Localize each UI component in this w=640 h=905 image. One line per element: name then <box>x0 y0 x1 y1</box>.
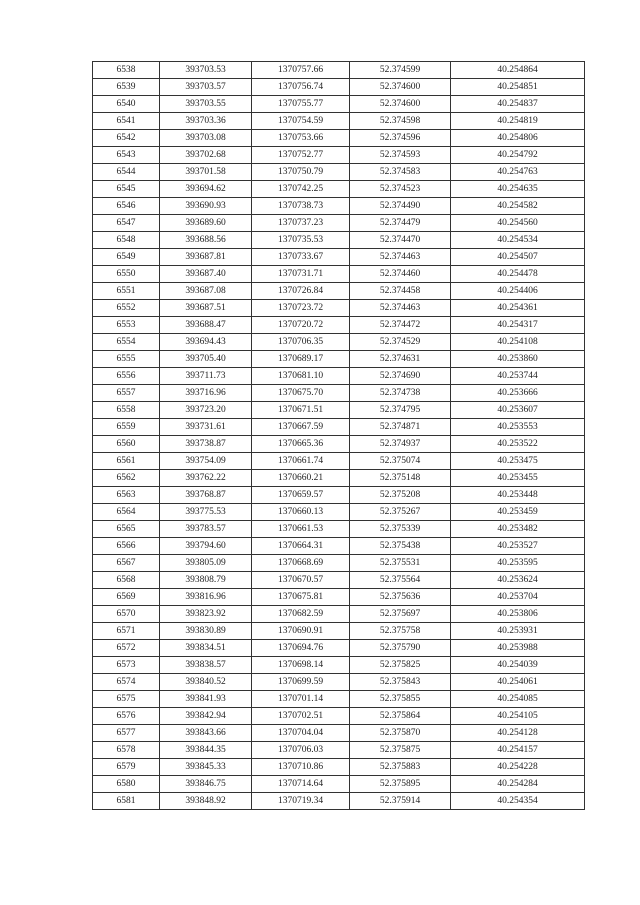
point-number-cell: 6541 <box>93 113 160 130</box>
latitude-cell: 52.374690 <box>350 368 451 385</box>
point-number-cell: 6547 <box>93 215 160 232</box>
table-row <box>93 589 585 606</box>
longitude-cell: 40.254317 <box>451 317 585 334</box>
table-row <box>93 759 585 776</box>
latitude-cell: 52.375564 <box>350 572 451 589</box>
y-coordinate-cell: 1370720.72 <box>252 317 350 334</box>
y-coordinate-cell: 1370731.71 <box>252 266 350 283</box>
point-number-cell: 6578 <box>93 742 160 759</box>
table-row <box>93 79 585 96</box>
table-row <box>93 351 585 368</box>
y-coordinate-cell: 1370694.76 <box>252 640 350 657</box>
table-row <box>93 96 585 113</box>
point-number-cell: 6564 <box>93 504 160 521</box>
x-coordinate-cell: 393738.87 <box>160 436 252 453</box>
latitude-cell: 52.374470 <box>350 232 451 249</box>
point-number-cell: 6577 <box>93 725 160 742</box>
table-row <box>93 402 585 419</box>
y-coordinate-cell: 1370710.86 <box>252 759 350 776</box>
point-number-cell: 6565 <box>93 521 160 538</box>
table-row <box>93 742 585 759</box>
y-coordinate-cell: 1370737.23 <box>252 215 350 232</box>
point-number-cell: 6546 <box>93 198 160 215</box>
latitude-cell: 52.374795 <box>350 402 451 419</box>
x-coordinate-cell: 393703.53 <box>160 62 252 79</box>
table-row <box>93 385 585 402</box>
point-number-cell: 6552 <box>93 300 160 317</box>
table-row <box>93 62 585 79</box>
y-coordinate-cell: 1370670.57 <box>252 572 350 589</box>
latitude-cell: 52.375074 <box>350 453 451 470</box>
longitude-cell: 40.253482 <box>451 521 585 538</box>
y-coordinate-cell: 1370757.66 <box>252 62 350 79</box>
x-coordinate-cell: 393808.79 <box>160 572 252 589</box>
point-number-cell: 6549 <box>93 249 160 266</box>
table-row <box>93 147 585 164</box>
longitude-cell: 40.254819 <box>451 113 585 130</box>
y-coordinate-cell: 1370738.73 <box>252 198 350 215</box>
y-coordinate-cell: 1370665.36 <box>252 436 350 453</box>
longitude-cell: 40.254507 <box>451 249 585 266</box>
point-number-cell: 6570 <box>93 606 160 623</box>
latitude-cell: 52.374599 <box>350 62 451 79</box>
latitude-cell: 52.375758 <box>350 623 451 640</box>
latitude-cell: 52.375855 <box>350 691 451 708</box>
latitude-cell: 52.375267 <box>350 504 451 521</box>
latitude-cell: 52.374479 <box>350 215 451 232</box>
y-coordinate-cell: 1370702.51 <box>252 708 350 725</box>
x-coordinate-cell: 393838.57 <box>160 657 252 674</box>
y-coordinate-cell: 1370735.53 <box>252 232 350 249</box>
latitude-cell: 52.374490 <box>350 198 451 215</box>
latitude-cell: 52.374472 <box>350 317 451 334</box>
table-row <box>93 555 585 572</box>
y-coordinate-cell: 1370701.14 <box>252 691 350 708</box>
longitude-cell: 40.254837 <box>451 96 585 113</box>
table-row <box>93 776 585 793</box>
latitude-cell: 52.374600 <box>350 79 451 96</box>
latitude-cell: 52.375636 <box>350 589 451 606</box>
point-number-cell: 6545 <box>93 181 160 198</box>
x-coordinate-cell: 393731.61 <box>160 419 252 436</box>
longitude-cell: 40.254108 <box>451 334 585 351</box>
y-coordinate-cell: 1370754.59 <box>252 113 350 130</box>
table-row <box>93 334 585 351</box>
table-row <box>93 419 585 436</box>
latitude-cell: 52.374463 <box>350 300 451 317</box>
y-coordinate-cell: 1370706.35 <box>252 334 350 351</box>
point-number-cell: 6548 <box>93 232 160 249</box>
latitude-cell: 52.374871 <box>350 419 451 436</box>
y-coordinate-cell: 1370675.70 <box>252 385 350 402</box>
y-coordinate-cell: 1370719.34 <box>252 793 350 810</box>
x-coordinate-cell: 393805.09 <box>160 555 252 572</box>
x-coordinate-cell: 393841.93 <box>160 691 252 708</box>
table-row <box>93 249 585 266</box>
x-coordinate-cell: 393687.40 <box>160 266 252 283</box>
x-coordinate-cell: 393845.33 <box>160 759 252 776</box>
y-coordinate-cell: 1370668.69 <box>252 555 350 572</box>
latitude-cell: 52.375825 <box>350 657 451 674</box>
point-number-cell: 6568 <box>93 572 160 589</box>
table-row <box>93 725 585 742</box>
y-coordinate-cell: 1370681.10 <box>252 368 350 385</box>
latitude-cell: 52.374738 <box>350 385 451 402</box>
y-coordinate-cell: 1370661.74 <box>252 453 350 470</box>
longitude-cell: 40.254039 <box>451 657 585 674</box>
point-number-cell: 6580 <box>93 776 160 793</box>
table-row <box>93 572 585 589</box>
longitude-cell: 40.254406 <box>451 283 585 300</box>
table-row <box>93 504 585 521</box>
point-number-cell: 6566 <box>93 538 160 555</box>
longitude-cell: 40.254864 <box>451 62 585 79</box>
longitude-cell: 40.254085 <box>451 691 585 708</box>
point-number-cell: 6559 <box>93 419 160 436</box>
table-row <box>93 538 585 555</box>
x-coordinate-cell: 393842.94 <box>160 708 252 725</box>
point-number-cell: 6539 <box>93 79 160 96</box>
y-coordinate-cell: 1370755.77 <box>252 96 350 113</box>
y-coordinate-cell: 1370706.03 <box>252 742 350 759</box>
table-row <box>93 640 585 657</box>
table-row <box>93 521 585 538</box>
latitude-cell: 52.374583 <box>350 164 451 181</box>
x-coordinate-cell: 393843.66 <box>160 725 252 742</box>
point-number-cell: 6579 <box>93 759 160 776</box>
point-number-cell: 6542 <box>93 130 160 147</box>
longitude-cell: 40.254061 <box>451 674 585 691</box>
longitude-cell: 40.253931 <box>451 623 585 640</box>
latitude-cell: 52.374458 <box>350 283 451 300</box>
table-row <box>93 368 585 385</box>
y-coordinate-cell: 1370661.53 <box>252 521 350 538</box>
y-coordinate-cell: 1370733.67 <box>252 249 350 266</box>
table-row <box>93 487 585 504</box>
point-number-cell: 6571 <box>93 623 160 640</box>
latitude-cell: 52.375883 <box>350 759 451 776</box>
y-coordinate-cell: 1370756.74 <box>252 79 350 96</box>
longitude-cell: 40.254478 <box>451 266 585 283</box>
latitude-cell: 52.375208 <box>350 487 451 504</box>
table-row <box>93 470 585 487</box>
table-row <box>93 283 585 300</box>
latitude-cell: 52.375531 <box>350 555 451 572</box>
point-number-cell: 6581 <box>93 793 160 810</box>
latitude-cell: 52.374593 <box>350 147 451 164</box>
x-coordinate-cell: 393687.08 <box>160 283 252 300</box>
point-number-cell: 6561 <box>93 453 160 470</box>
x-coordinate-cell: 393703.08 <box>160 130 252 147</box>
latitude-cell: 52.374460 <box>350 266 451 283</box>
table-row <box>93 436 585 453</box>
x-coordinate-cell: 393703.57 <box>160 79 252 96</box>
table-row <box>93 113 585 130</box>
latitude-cell: 52.374596 <box>350 130 451 147</box>
x-coordinate-cell: 393711.73 <box>160 368 252 385</box>
latitude-cell: 52.374598 <box>350 113 451 130</box>
x-coordinate-cell: 393690.93 <box>160 198 252 215</box>
x-coordinate-cell: 393701.58 <box>160 164 252 181</box>
longitude-cell: 40.254635 <box>451 181 585 198</box>
y-coordinate-cell: 1370659.57 <box>252 487 350 504</box>
latitude-cell: 52.375895 <box>350 776 451 793</box>
latitude-cell: 52.374529 <box>350 334 451 351</box>
y-coordinate-cell: 1370752.77 <box>252 147 350 164</box>
longitude-cell: 40.253448 <box>451 487 585 504</box>
point-number-cell: 6538 <box>93 62 160 79</box>
latitude-cell: 52.374631 <box>350 351 451 368</box>
table-row <box>93 232 585 249</box>
y-coordinate-cell: 1370690.91 <box>252 623 350 640</box>
point-number-cell: 6557 <box>93 385 160 402</box>
longitude-cell: 40.253988 <box>451 640 585 657</box>
table-row <box>93 793 585 810</box>
point-number-cell: 6575 <box>93 691 160 708</box>
x-coordinate-cell: 393689.60 <box>160 215 252 232</box>
table-row <box>93 657 585 674</box>
point-number-cell: 6550 <box>93 266 160 283</box>
x-coordinate-cell: 393830.89 <box>160 623 252 640</box>
table-row <box>93 623 585 640</box>
longitude-cell: 40.253527 <box>451 538 585 555</box>
point-number-cell: 6560 <box>93 436 160 453</box>
y-coordinate-cell: 1370660.13 <box>252 504 350 521</box>
y-coordinate-cell: 1370698.14 <box>252 657 350 674</box>
latitude-cell: 52.375148 <box>350 470 451 487</box>
table-row <box>93 266 585 283</box>
y-coordinate-cell: 1370753.66 <box>252 130 350 147</box>
longitude-cell: 40.253624 <box>451 572 585 589</box>
y-coordinate-cell: 1370675.81 <box>252 589 350 606</box>
latitude-cell: 52.375870 <box>350 725 451 742</box>
point-number-cell: 6558 <box>93 402 160 419</box>
y-coordinate-cell: 1370671.51 <box>252 402 350 419</box>
latitude-cell: 52.374937 <box>350 436 451 453</box>
x-coordinate-cell: 393703.36 <box>160 113 252 130</box>
point-number-cell: 6540 <box>93 96 160 113</box>
longitude-cell: 40.254560 <box>451 215 585 232</box>
point-number-cell: 6544 <box>93 164 160 181</box>
latitude-cell: 52.374600 <box>350 96 451 113</box>
point-number-cell: 6567 <box>93 555 160 572</box>
latitude-cell: 52.374463 <box>350 249 451 266</box>
x-coordinate-cell: 393754.09 <box>160 453 252 470</box>
table-row <box>93 164 585 181</box>
longitude-cell: 40.254582 <box>451 198 585 215</box>
longitude-cell: 40.253455 <box>451 470 585 487</box>
table-row <box>93 674 585 691</box>
longitude-cell: 40.254228 <box>451 759 585 776</box>
x-coordinate-cell: 393840.52 <box>160 674 252 691</box>
longitude-cell: 40.253553 <box>451 419 585 436</box>
longitude-cell: 40.254284 <box>451 776 585 793</box>
x-coordinate-cell: 393702.68 <box>160 147 252 164</box>
x-coordinate-cell: 393694.43 <box>160 334 252 351</box>
table-row <box>93 181 585 198</box>
x-coordinate-cell: 393716.96 <box>160 385 252 402</box>
longitude-cell: 40.253595 <box>451 555 585 572</box>
y-coordinate-cell: 1370699.59 <box>252 674 350 691</box>
x-coordinate-cell: 393723.20 <box>160 402 252 419</box>
longitude-cell: 40.253704 <box>451 589 585 606</box>
longitude-cell: 40.253806 <box>451 606 585 623</box>
latitude-cell: 52.375914 <box>350 793 451 810</box>
x-coordinate-cell: 393848.92 <box>160 793 252 810</box>
x-coordinate-cell: 393688.56 <box>160 232 252 249</box>
x-coordinate-cell: 393705.40 <box>160 351 252 368</box>
longitude-cell: 40.254361 <box>451 300 585 317</box>
latitude-cell: 52.375697 <box>350 606 451 623</box>
latitude-cell: 52.375339 <box>350 521 451 538</box>
x-coordinate-cell: 393768.87 <box>160 487 252 504</box>
table-body <box>93 62 585 810</box>
longitude-cell: 40.253459 <box>451 504 585 521</box>
table-row <box>93 708 585 725</box>
longitude-cell: 40.254792 <box>451 147 585 164</box>
point-number-cell: 6563 <box>93 487 160 504</box>
x-coordinate-cell: 393794.60 <box>160 538 252 555</box>
longitude-cell: 40.254534 <box>451 232 585 249</box>
point-number-cell: 6555 <box>93 351 160 368</box>
x-coordinate-cell: 393844.35 <box>160 742 252 759</box>
table-row <box>93 317 585 334</box>
y-coordinate-cell: 1370704.04 <box>252 725 350 742</box>
x-coordinate-cell: 393694.62 <box>160 181 252 198</box>
x-coordinate-cell: 393834.51 <box>160 640 252 657</box>
y-coordinate-cell: 1370726.84 <box>252 283 350 300</box>
x-coordinate-cell: 393703.55 <box>160 96 252 113</box>
latitude-cell: 52.375790 <box>350 640 451 657</box>
y-coordinate-cell: 1370660.21 <box>252 470 350 487</box>
table-row <box>93 606 585 623</box>
table-row <box>93 215 585 232</box>
y-coordinate-cell: 1370723.72 <box>252 300 350 317</box>
x-coordinate-cell: 393775.53 <box>160 504 252 521</box>
y-coordinate-cell: 1370664.31 <box>252 538 350 555</box>
point-number-cell: 6572 <box>93 640 160 657</box>
longitude-cell: 40.253475 <box>451 453 585 470</box>
x-coordinate-cell: 393816.96 <box>160 589 252 606</box>
x-coordinate-cell: 393687.51 <box>160 300 252 317</box>
longitude-cell: 40.254105 <box>451 708 585 725</box>
x-coordinate-cell: 393783.57 <box>160 521 252 538</box>
x-coordinate-cell: 393846.75 <box>160 776 252 793</box>
point-number-cell: 6569 <box>93 589 160 606</box>
y-coordinate-cell: 1370667.59 <box>252 419 350 436</box>
point-number-cell: 6553 <box>93 317 160 334</box>
latitude-cell: 52.375875 <box>350 742 451 759</box>
longitude-cell: 40.254851 <box>451 79 585 96</box>
coordinates-table <box>92 61 585 810</box>
x-coordinate-cell: 393823.92 <box>160 606 252 623</box>
point-number-cell: 6556 <box>93 368 160 385</box>
longitude-cell: 40.254806 <box>451 130 585 147</box>
point-number-cell: 6574 <box>93 674 160 691</box>
longitude-cell: 40.254128 <box>451 725 585 742</box>
latitude-cell: 52.375843 <box>350 674 451 691</box>
latitude-cell: 52.375864 <box>350 708 451 725</box>
latitude-cell: 52.375438 <box>350 538 451 555</box>
point-number-cell: 6554 <box>93 334 160 351</box>
point-number-cell: 6551 <box>93 283 160 300</box>
longitude-cell: 40.253522 <box>451 436 585 453</box>
longitude-cell: 40.253607 <box>451 402 585 419</box>
point-number-cell: 6573 <box>93 657 160 674</box>
table-row <box>93 198 585 215</box>
longitude-cell: 40.254354 <box>451 793 585 810</box>
point-number-cell: 6543 <box>93 147 160 164</box>
table-row <box>93 691 585 708</box>
x-coordinate-cell: 393687.81 <box>160 249 252 266</box>
x-coordinate-cell: 393688.47 <box>160 317 252 334</box>
point-number-cell: 6562 <box>93 470 160 487</box>
longitude-cell: 40.254157 <box>451 742 585 759</box>
longitude-cell: 40.253860 <box>451 351 585 368</box>
table-row <box>93 300 585 317</box>
y-coordinate-cell: 1370682.59 <box>252 606 350 623</box>
longitude-cell: 40.253666 <box>451 385 585 402</box>
x-coordinate-cell: 393762.22 <box>160 470 252 487</box>
table-row <box>93 453 585 470</box>
table-row <box>93 130 585 147</box>
longitude-cell: 40.253744 <box>451 368 585 385</box>
longitude-cell: 40.254763 <box>451 164 585 181</box>
y-coordinate-cell: 1370714.64 <box>252 776 350 793</box>
point-number-cell: 6576 <box>93 708 160 725</box>
y-coordinate-cell: 1370689.17 <box>252 351 350 368</box>
latitude-cell: 52.374523 <box>350 181 451 198</box>
y-coordinate-cell: 1370742.25 <box>252 181 350 198</box>
y-coordinate-cell: 1370750.79 <box>252 164 350 181</box>
